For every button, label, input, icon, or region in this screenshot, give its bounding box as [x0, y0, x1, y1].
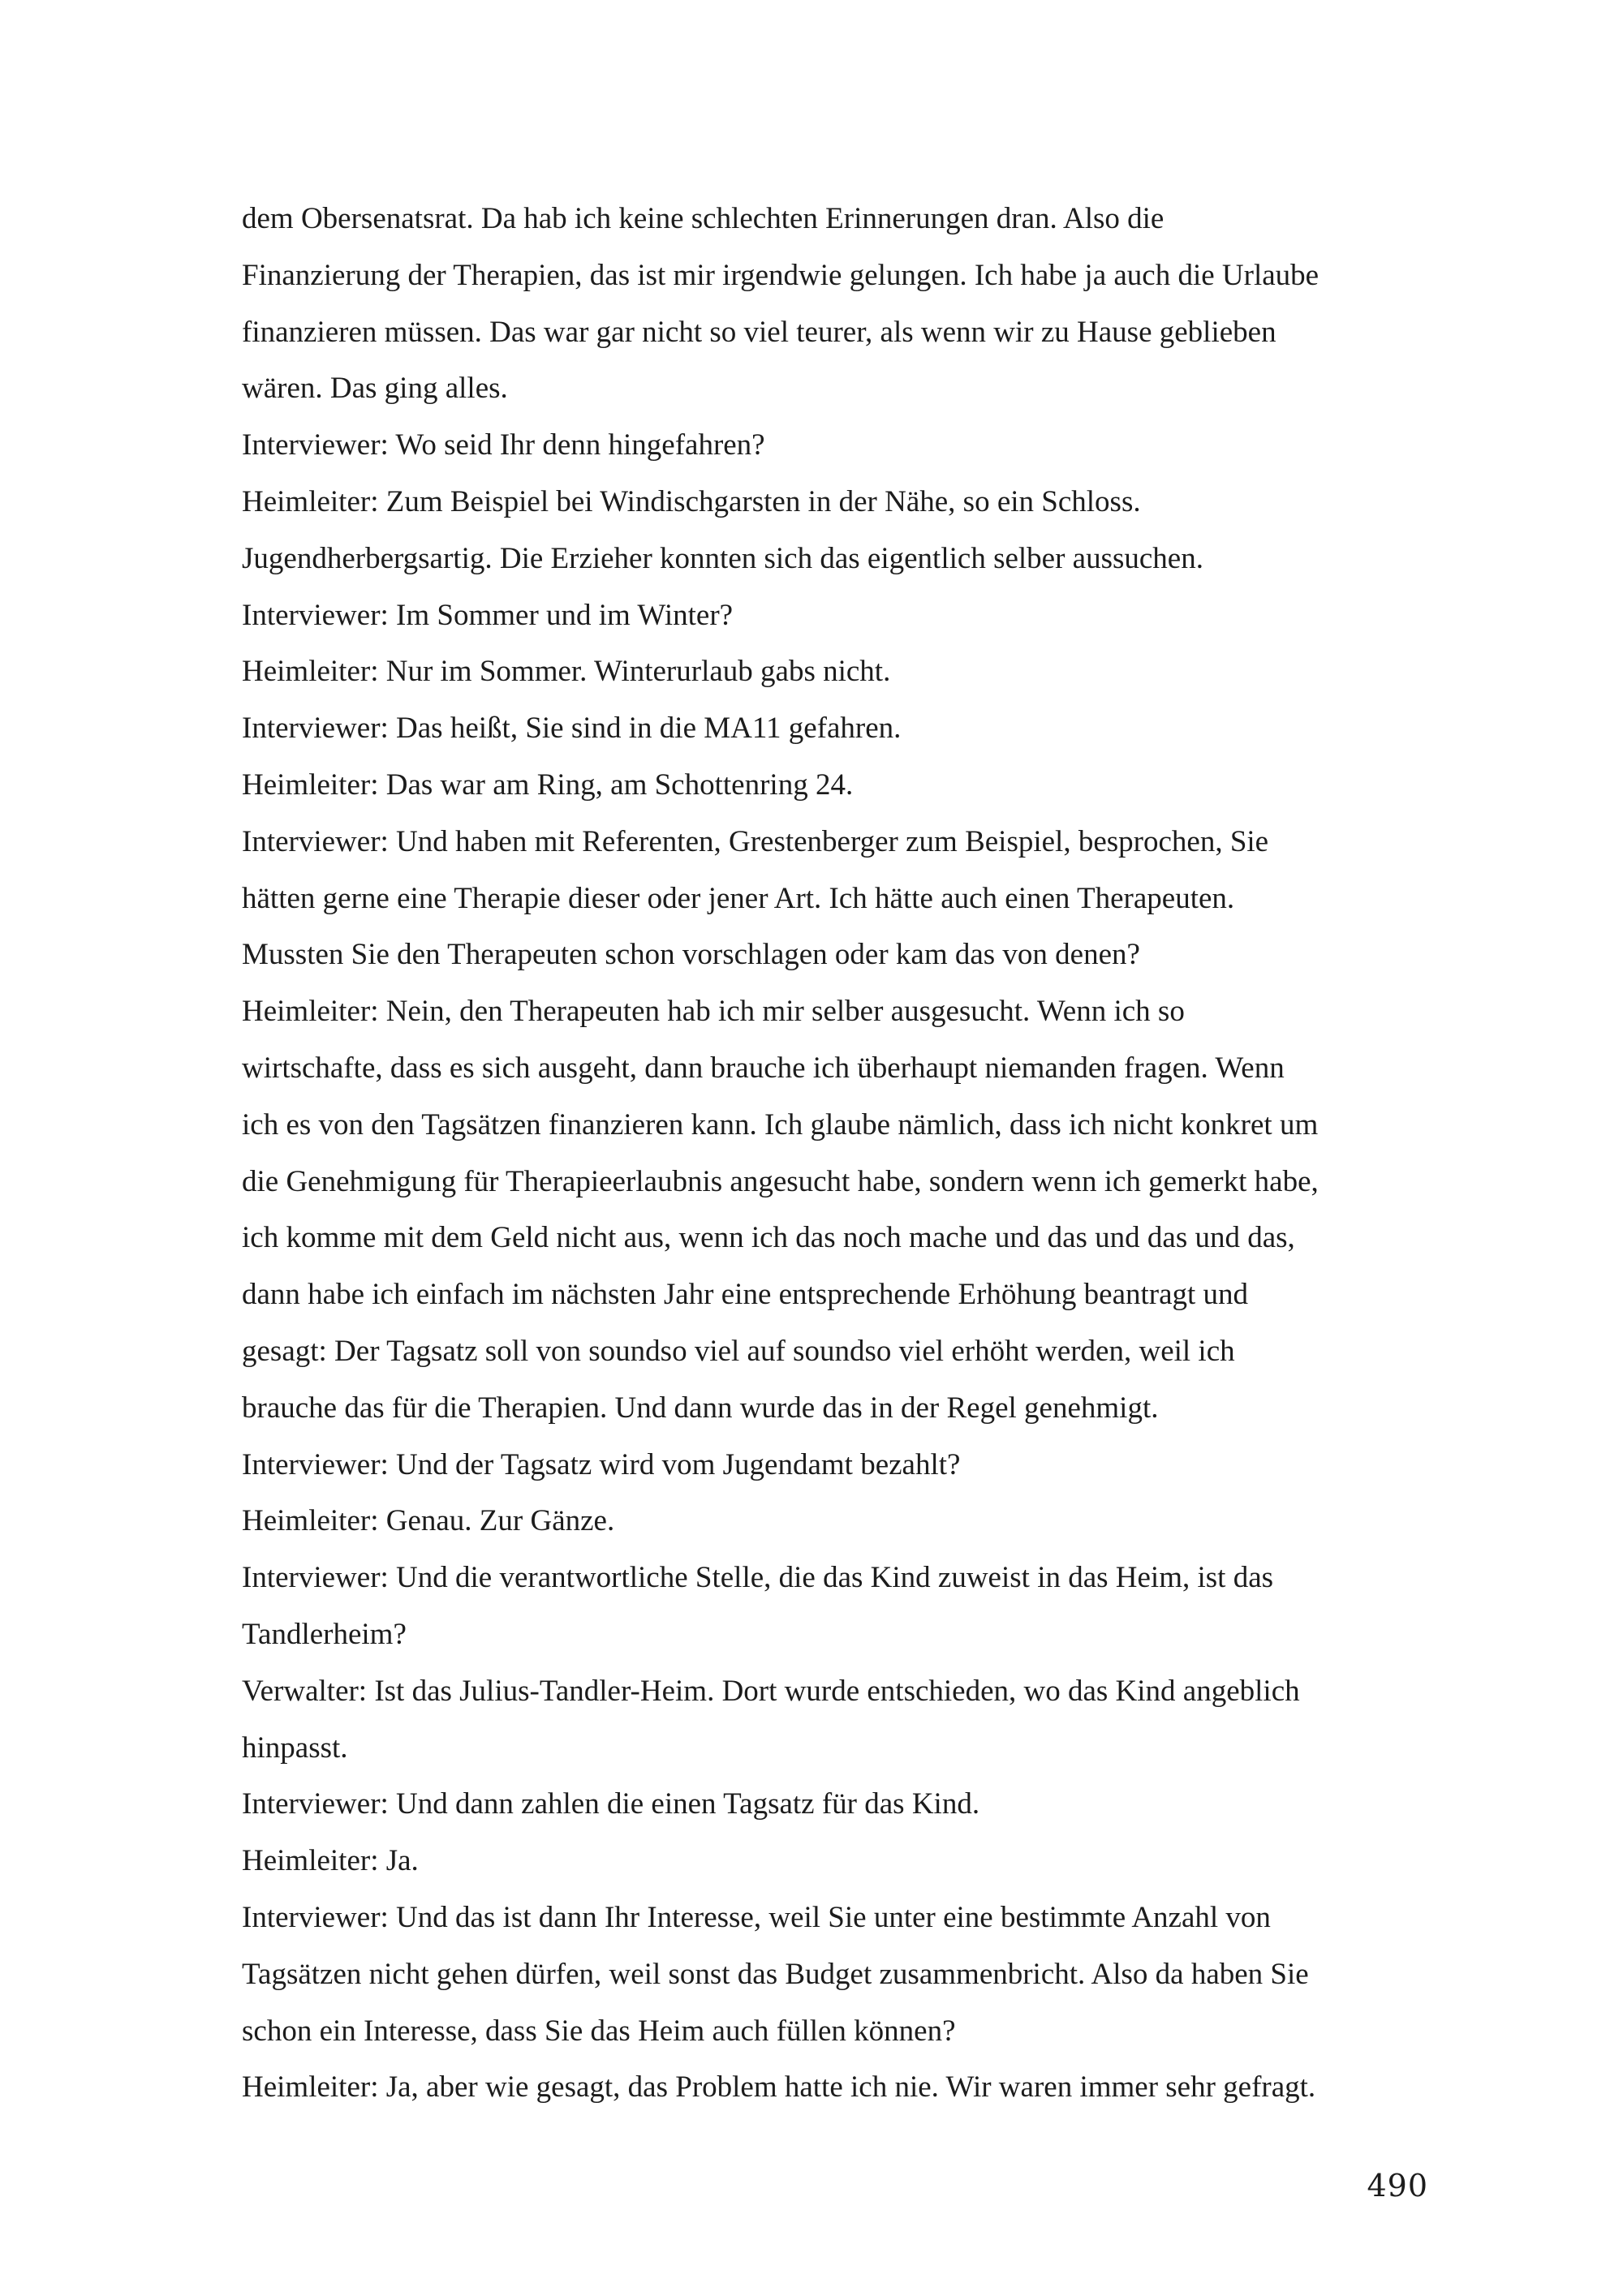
text-line: Tagsätzen nicht gehen dürfen, weil sonst das Budget zusammenbricht. Also da haben Sie	[242, 1957, 1309, 1991]
text-line: Heimleiter: Das war am Ring, am Schottenring 24.	[242, 767, 854, 802]
text-line: hinpasst.	[242, 1731, 348, 1765]
text-line: Interviewer: Im Sommer und im Winter?	[242, 598, 734, 632]
text-line: Verwalter: Ist das Julius-Tandler-Heim. Dort wurde entschieden, wo das Kind angeblich	[242, 1674, 1300, 1708]
text-line: brauche das für die Therapien. Und dann wurde das in der Regel genehmigt.	[242, 1391, 1159, 1425]
text-line: Interviewer: Wo seid Ihr denn hingefahren?	[242, 428, 765, 462]
text-line: Interviewer: Und das ist dann Ihr Interesse, weil Sie unter eine bestimmte Anzahl von	[242, 1900, 1271, 1934]
interview-transcript	[242, 191, 1427, 2116]
text-line: Jugendherbergsartig. Die Erzieher konnten sich das eigentlich selber aussuchen.	[242, 541, 1203, 575]
text-line: Finanzierung der Therapien, das ist mir irgendwie gelungen. Ich habe ja auch die Urlaube	[242, 258, 1319, 292]
text-line: Interviewer: Und der Tagsatz wird vom Jugendamt bezahlt?	[242, 1447, 961, 1481]
text-line: Heimleiter: Genau. Zur Gänze.	[242, 1504, 615, 1538]
text-line: Interviewer: Das heißt, Sie sind in die MA11 gefahren.	[242, 712, 902, 746]
text-line: die Genehmigung für Therapieerlaubnis angesucht habe, sondern wenn ich gemerkt habe,	[242, 1164, 1319, 1198]
text-line: finanzieren müssen. Das war gar nicht so viel teurer, als wenn wir zu Hause geblieben	[242, 315, 1276, 349]
text-line: Interviewer: Und dann zahlen die einen Tagsatz für das Kind.	[242, 1787, 980, 1821]
text-line: wären. Das ging alles.	[242, 372, 508, 406]
text-line: Heimleiter: Ja, aber wie gesagt, das Problem hatte ich nie. Wir waren immer sehr gefragt.	[242, 2070, 1316, 2105]
text-line: dem Obersenatsrat. Da hab ich keine schlechten Erinnerungen dran. Also die	[242, 202, 1165, 235]
text-line: wirtschafte, dass es sich ausgeht, dann brauche ich überhaupt niemanden fragen. Wenn	[242, 1051, 1285, 1085]
text-line: Heimleiter: Ja.	[242, 1844, 419, 1878]
page-number: 490	[1367, 2168, 1428, 2204]
text-line: ich komme mit dem Geld nicht aus, wenn ich das noch mache und das und das und das,	[242, 1221, 1295, 1255]
text-line: Interviewer: Und die verantwortliche Stelle, die das Kind zuweist in das Heim, ist das	[242, 1561, 1274, 1595]
text-line: Tandlerheim?	[242, 1617, 407, 1651]
text-line: Heimleiter: Nur im Sommer. Winterurlaub gabs nicht.	[242, 655, 891, 689]
text-line: Interviewer: Und haben mit Referenten, Grestenberger zum Beispiel, besprochen, Sie	[242, 824, 1269, 858]
text-line: ich es von den Tagsätzen finanzieren kann. Ich glaube nämlich, dass ich nicht konkret um	[242, 1107, 1319, 1142]
text-line: Heimleiter: Nein, den Therapeuten hab ich mir selber ausgesucht. Wenn ich so	[242, 995, 1185, 1029]
text-line: gesagt: Der Tagsatz soll von soundso viel auf soundso viel erhöht werden, weil ich	[242, 1334, 1235, 1368]
text-line: hätten gerne eine Therapie dieser oder jener Art. Ich hätte auch einen Therapeuten.	[242, 881, 1235, 915]
text-line: Heimleiter: Zum Beispiel bei Windischgarsten in der Nähe, so ein Schloss.	[242, 484, 1141, 518]
text-line: schon ein Interesse, dass Sie das Heim auch füllen können?	[242, 2014, 956, 2048]
text-line: Mussten Sie den Therapeuten schon vorschlagen oder kam das von denen?	[242, 938, 1140, 972]
text-line: dann habe ich einfach im nächsten Jahr eine entsprechende Erhöhung beantragt und	[242, 1278, 1249, 1312]
